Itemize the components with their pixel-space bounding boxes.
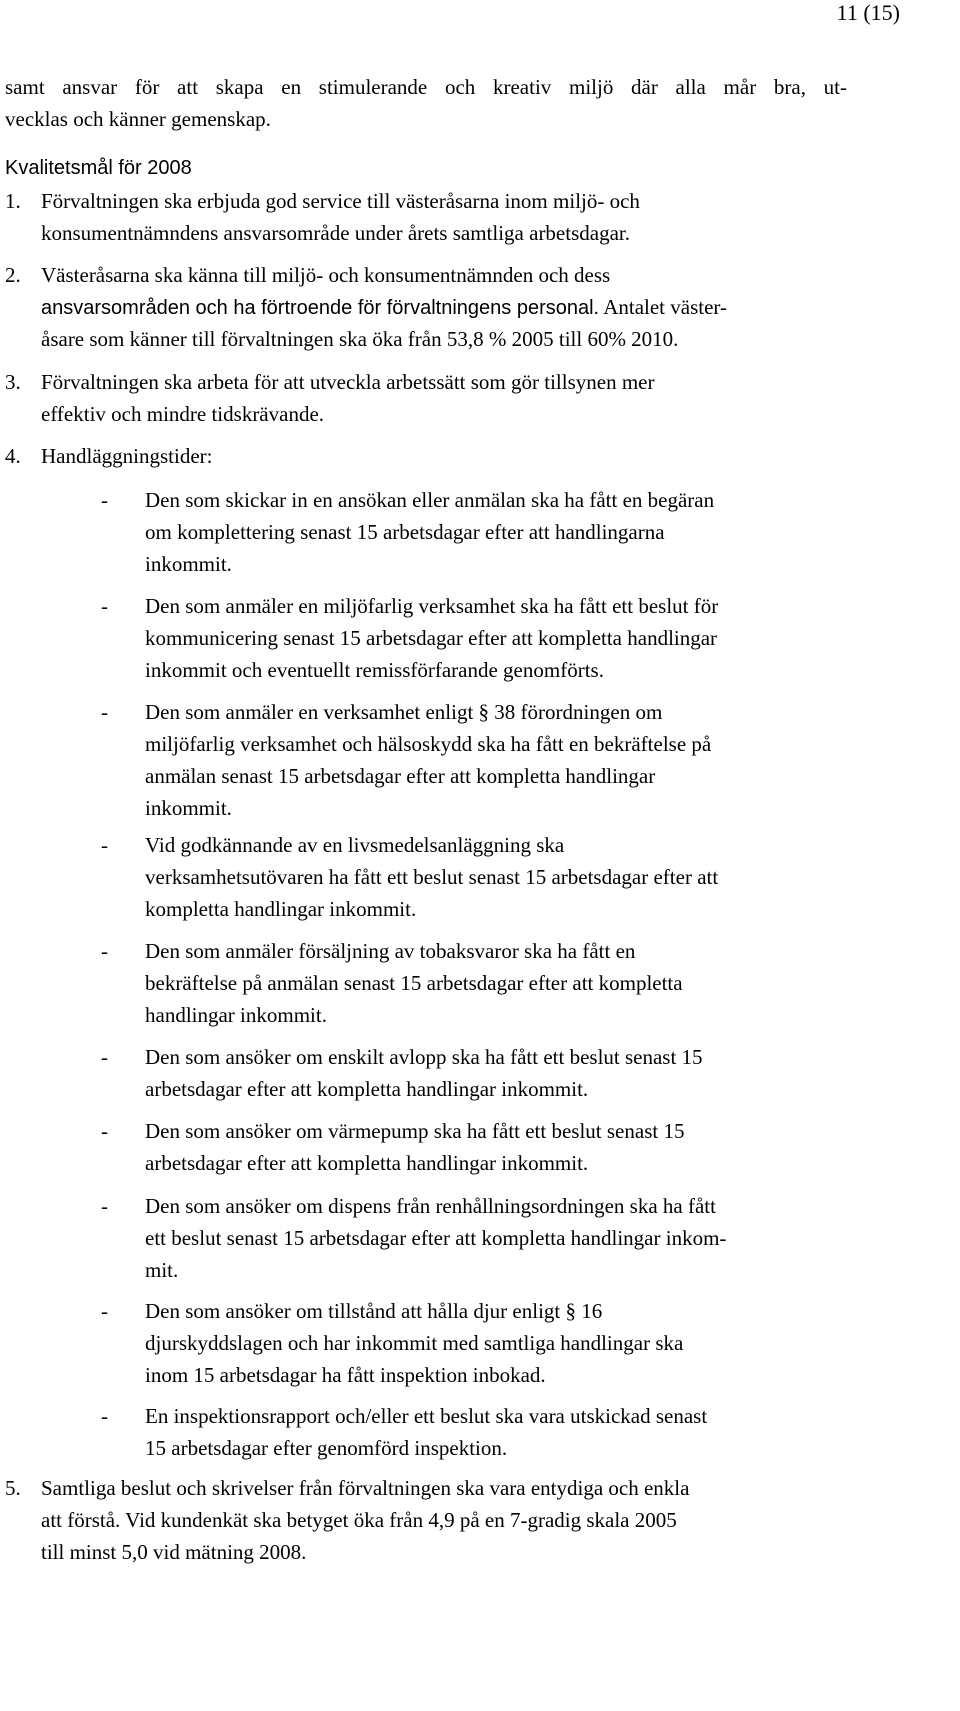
bullet-1-line-3: inkommit. <box>145 552 232 576</box>
bullet-9-line-1: Den som ansöker om tillstånd att hålla djur enligt § 16 <box>145 1299 603 1323</box>
bullet-6-line-2: arbetsdagar efter att kompletta handlingar inkommit. <box>145 1077 589 1101</box>
bullet-1-line-2: om komplettering senast 15 arbetsdagar efter att handlingarna <box>145 520 665 544</box>
bullet-dash: - <box>101 1119 108 1143</box>
goal-2-number: 2. <box>5 263 21 287</box>
bullet-3-line-4: inkommit. <box>145 796 232 820</box>
goal-1-number: 1. <box>5 189 21 213</box>
bullet-10-line-2: 15 arbetsdagar efter genomförd inspektion. <box>145 1436 508 1460</box>
page-number: 11 (15) <box>836 0 900 25</box>
bullet-4-line-3: kompletta handlingar inkommit. <box>145 897 417 921</box>
goal-3-number: 3. <box>5 370 21 394</box>
goal-2-line-3: åsare som känner till förvaltningen ska öka från 53,8 % 2005 till 60% 2010. <box>41 327 679 351</box>
bullet-dash: - <box>101 700 108 724</box>
bullet-3-line-3: anmälan senast 15 arbetsdagar efter att kompletta handlingar <box>145 764 656 788</box>
bullet-9-line-3: inom 15 arbetsdagar ha fått inspektion inbokad. <box>145 1363 546 1387</box>
goal-3-line-2: effektiv och mindre tidskrävande. <box>41 402 325 426</box>
bullet-8-line-3: mit. <box>145 1258 179 1282</box>
bullet-10-line-1: En inspektionsrapport och/eller ett beslut ska vara utskickad senast <box>145 1404 708 1428</box>
goal-5-line-3: till minst 5,0 vid mätning 2008. <box>41 1540 307 1564</box>
bullet-2-line-2: kommunicering senast 15 arbetsdagar efter att kompletta handlingar <box>145 626 718 650</box>
goal-4-number: 4. <box>5 444 21 468</box>
bullet-dash: - <box>101 1404 108 1428</box>
goal-5-line-2: att förstå. Vid kundenkät ska betyget öka från 4,9 på en 7-gradig skala 2005 <box>41 1508 677 1532</box>
intro-line-1: samt ansvar för att skapa en stimulerande och kreativ miljö där alla mår bra, ut- <box>5 75 847 99</box>
goal-2-line-2-sans: ansvarsområden och ha förtroende för förvaltningens personal. <box>41 297 600 319</box>
section-heading: Kvalitetsmål för 2008 <box>5 157 192 179</box>
bullet-dash: - <box>101 1045 108 1069</box>
bullet-9-line-2: djurskyddslagen och har inkommit med samtliga handlingar ska <box>145 1331 684 1355</box>
goal-2-line-1: Västeråsarna ska känna till miljö- och konsumentnämnden och dess <box>41 263 611 287</box>
goal-2-line-2 <box>41 296 727 319</box>
goal-3-line-1: Förvaltningen ska arbeta för att utveckla arbetssätt som gör tillsynen mer <box>41 370 655 394</box>
bullet-2-line-1: Den som anmäler en miljöfarlig verksamhet ska ha fått ett beslut för <box>145 594 719 618</box>
bullet-5-line-2: bekräftelse på anmälan senast 15 arbetsdagar efter att kompletta <box>145 971 683 995</box>
bullet-5-line-1: Den som anmäler försäljning av tobaksvaror ska ha fått en <box>145 939 636 963</box>
bullet-4-line-2: verksamhetsutövaren ha fått ett beslut senast 15 arbetsdagar efter att <box>145 865 719 889</box>
bullet-dash: - <box>101 833 108 857</box>
goal-2-line-2-tail: Antalet väster- <box>599 295 727 319</box>
goal-1-line-1: Förvaltningen ska erbjuda god service till västeråsarna inom miljö- och <box>41 189 640 213</box>
bullet-4-line-1: Vid godkännande av en livsmedelsanläggning ska <box>145 833 565 857</box>
bullet-8-line-2: ett beslut senast 15 arbetsdagar efter att kompletta handlingar inkom- <box>145 1226 727 1250</box>
goal-5-number: 5. <box>5 1476 21 1500</box>
bullet-dash: - <box>101 939 108 963</box>
goal-4-line-1: Handläggningstider: <box>41 444 213 468</box>
bullet-3-line-1: Den som anmäler en verksamhet enligt § 38 förordningen om <box>145 700 663 724</box>
bullet-6-line-1: Den som ansöker om enskilt avlopp ska ha fått ett beslut senast 15 <box>145 1045 703 1069</box>
bullet-3-line-2: miljöfarlig verksamhet och hälsoskydd ska ha fått en bekräftelse på <box>145 732 712 756</box>
goal-5-line-1: Samtliga beslut och skrivelser från förvaltningen ska vara entydiga och enkla <box>41 1476 690 1500</box>
bullet-dash: - <box>101 594 108 618</box>
bullet-7-line-1: Den som ansöker om värmepump ska ha fått ett beslut senast 15 <box>145 1119 685 1143</box>
goal-1-line-2: konsumentnämndens ansvarsområde under årets samtliga arbetsdagar. <box>41 221 630 245</box>
bullet-7-line-2: arbetsdagar efter att kompletta handlingar inkommit. <box>145 1151 589 1175</box>
bullet-5-line-3: handlingar inkommit. <box>145 1003 327 1027</box>
bullet-dash: - <box>101 1194 108 1218</box>
bullet-1-line-1: Den som skickar in en ansökan eller anmälan ska ha fått en begäran <box>145 488 715 512</box>
bullet-dash: - <box>101 488 108 512</box>
bullet-dash: - <box>101 1299 108 1323</box>
bullet-8-line-1: Den som ansöker om dispens från renhållningsordningen ska ha fått <box>145 1194 716 1218</box>
intro-line-2: vecklas och känner gemenskap. <box>5 107 271 131</box>
bullet-2-line-3: inkommit och eventuellt remissförfarande genomförts. <box>145 658 604 682</box>
